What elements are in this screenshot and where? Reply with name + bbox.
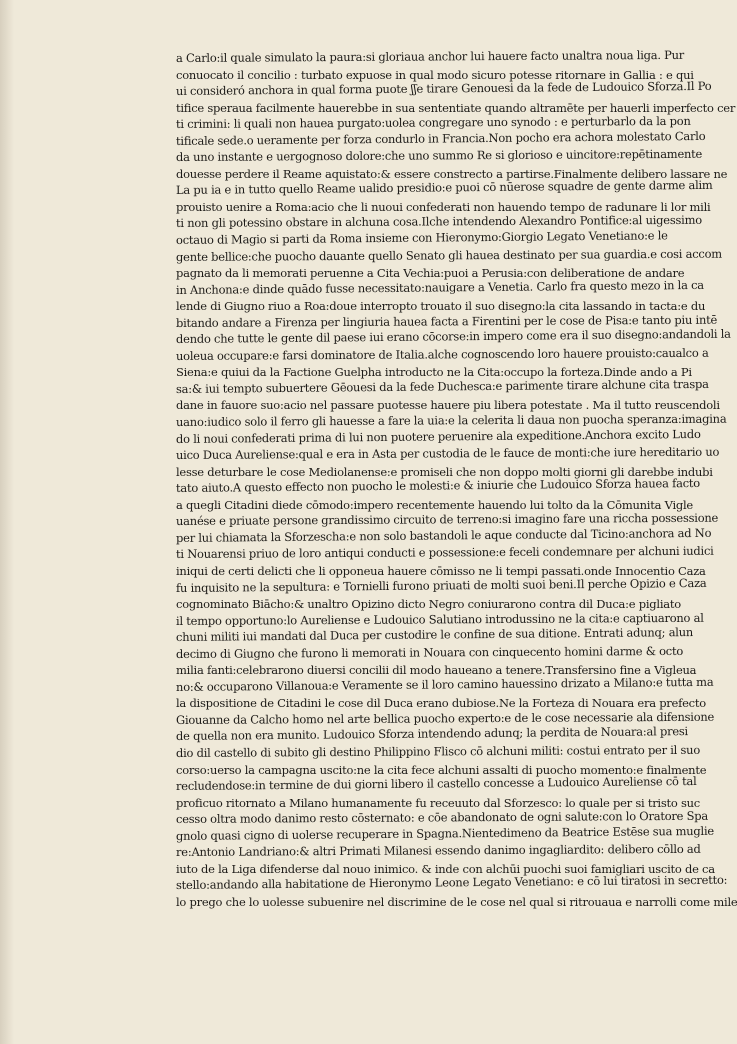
text-line: Siena:e quiui da la Factione Guelpha introducto ne la Cita:occupo la forteza.Dinde ando a Pi [176, 365, 692, 380]
text-line: gente bellice:che puocho dauante quello Senato gli hauea destinato per sua guardia.e cosi accom [175, 246, 722, 264]
text-line: il tempo opportuno:lo Aureliense e Ludouico Salutiano introdussino ne la cita:e captiuarono al [175, 610, 704, 628]
text-line: sa:& iui tempto subuertere Gēouesi da la fede Duchesca:e parimente tirare alchune cita traspa [175, 376, 709, 396]
text-line: proficuo ritornato a Milano humanamente fu receuuto dal Sforzesco: lo quale per si tristo suc [176, 795, 700, 810]
text-line: da uno instante e uergognoso dolore:che uno summo Re si glorioso e uincitore:repētinamente [175, 147, 703, 165]
text-line: in Anchona:e dinde quādo fusse necessitato:nauigare a Venetia. Carlo fra questo mezo in la ca [175, 277, 704, 297]
text-line: ti crimini: li quali non hauea purgato:uolea congregare uno synodo : e perturbarlo da la pon [175, 114, 691, 132]
text-line: douesse perdere il Reame aquistato:& essere constrecto a partirse.Finalmente delibero lassare ne [176, 166, 728, 181]
text-line: cesso oltra modo danimo resto cōsternato: e cōe abandonato de ogni salute:con lo Oratore Spa [175, 808, 708, 827]
text-line: prouisto uenire a Roma:acio che li nuoui confederati non hauendo tempo de radunare li lor mili [176, 199, 711, 214]
text-line: lende di Giugno riuo a Roa:doue interropto trouato il suo disegno:la cita lassando in tacta:e du [176, 299, 706, 314]
text-line: chuni militi iui mandati dal Duca per custodire le confine de sua ditione. Entrati adunq; alun [175, 625, 694, 645]
text-line: pagnato da li memorati peruenne a Cita Vechia:puoi a Perusia:con deliberatione de andare [176, 266, 685, 281]
text-line: no:& occuparono Villanoua:e Veramente se il loro camino hauessino drizato a Milano:e tutta ma [175, 674, 714, 694]
text-line: ti Nouarensi priuo de loro antiqui conducti e possessione:e feceli condemnare per alchuni iudici [175, 544, 714, 562]
text-line: uoleua occupare:e farsi dominatore de Italia.alche cognoscendo loro hauere prouisto:caualco a [175, 345, 709, 363]
text-line: decimo di Giugno che furono li memorati in Nouara con cinquecento homini darme & octo [175, 643, 684, 661]
text-line: la dispositione de Citadini le cose dil Duca erano dubiose.Ne la Forteza di Nouara era prefecto [176, 696, 706, 711]
text-line: uano:iudico solo il ferro gli hauesse a fare la uia:e la celerita li daua non puocha speranza:imagina [175, 411, 727, 430]
text-line: per lui chiamata la Sforzescha:e non solo bastandoli le aque conducte dal Ticino:anchora ad No [175, 525, 712, 545]
text-line: a Carlo:il quale simulato la paura:si gloriaua anchor lui hauere facto unaltra noua liga. Pur [175, 47, 685, 65]
text-column [175, 47, 737, 910]
text-line: stello:andando alla habitatione de Hieronymo Leone Legato Venetiano: e cō lui tiratosi in secretto: [175, 873, 728, 893]
text-line: tato aiuto.A questo effecto non puocho le molesti:e & iniurie che Ludouico Sforza hauea facto [175, 476, 700, 496]
text-line: conuocato il concilio : turbato expuose in qual modo sicuro potesse ritornare in Gallia : e qui [176, 67, 694, 82]
text-line: ui consideró anchora in qual forma puote ʃʃe tirare Genouesi da la fede de Ludouico Sforza.Il Po [175, 78, 712, 99]
text-line: uico Duca Aureliense:qual e era in Asta per custodia de le fauce de monti:che iure hereditario uo [175, 444, 720, 463]
text-line: dane in fauore suo:acio nel passare puotesse hauere piu libera potestate . Ma il tutto reuscendoli [176, 398, 720, 413]
text-line: milia fanti:celebrarono diuersi concilii dil modo haueano a tenere.Transfersino fine a Vigleua [176, 663, 697, 678]
text-line: dendo che tutte le gente dil paese iui erano cōcorse:in impero come era il suo disegno:andandoli la [175, 326, 731, 347]
text-line: La pu ia e in tutto quello Reame ualido presidio:e puoi cō nūerose squadre de gente darme alim [175, 178, 713, 198]
text-line: uanése e priuate persone grandissimo circuito de terreno:si imagino fare una riccha possessione [175, 511, 719, 529]
text-line: octauo di Magio si parti da Roma insieme con Hieronymo:Giorgio Legato Venetiano:e le [175, 228, 668, 248]
text-line: tifice speraua facilmente hauerebbe in sua sententiate quando altramēte per hauerli imperfecto cer [176, 100, 736, 115]
text-line: do li noui confederati prima di lui non puotere peruenire ala expeditione.Anchora excito Ludo [175, 426, 701, 446]
text-line: ti non gli potessino obstare in alchuna cosa.Ilche intendendo Alexandro Pontifice:al uigessimo [175, 213, 702, 231]
text-line: lo prego che lo uolesse subuenire nel discrimine de le cose nel qual si ritrouaua e narrolli come mile [176, 894, 737, 909]
text-line: re:Antonio Landriano:& altri Primati Milanesi essendo danimo ingagliardito: delibero cōllo ad [175, 842, 701, 860]
text-line: tificale sede.o ueramente per forza condurlo in Francia.Non pocho era achora molestato Carlo [175, 128, 706, 148]
text-line: de quella non era munito. Ludouico Sforza intendendo adunq; la perdita de Nouara:al presi [175, 724, 688, 744]
text-line: dio dil castello di subito gli destino Philippino Fliscо cō alchuni militi: costui entrato per il suo [175, 742, 701, 760]
text-line: recludendose:in termine de dui giorni libero il castello concesse a Ludouico Aureliense cō tal [175, 774, 697, 794]
text-line: gnolo quasi cigno di uolerse recuperare in Spagna.Nientedimeno da Beatrice Estēse sua muglie [175, 823, 714, 843]
text-line: lesse deturbare le cose Mediolanense:e promiseli che non doppo molti giorni gli darebbe indubi [176, 464, 713, 479]
text-line: corso:uerso la campagna uscito:ne la cita fece alchuni assalti di puocho momento:e finalmente [176, 762, 707, 777]
text-line: bitando andare a Firenza per lingiuria hauea facta a Firentini per le cose de Pisa:e tanto piu intē [175, 312, 718, 330]
text-line: Giouanne da Calcho homo nel arte bellica puocho experto:e de le cose necessarie ala difensione [175, 709, 715, 727]
text-line: fu inquisito ne la sepultura: e Tornielli furono priuati de molti suoi beni.Il perche Opizio e Caza [175, 575, 707, 595]
text-line: a quegli Citadini diede cōmodo:impero recentemente hauendo lui tolto da la Cōmunita Vigle [176, 497, 693, 512]
text-line: iuto de la Liga difenderse dal nouo inimico. & inde con alchūi puochi suoi famigliari uscito de ca [176, 861, 715, 876]
text-line: cognominato Biācho:& unaltro Opizino dicto Negro coniurarono contra dil Duca:e pigliato [176, 597, 681, 612]
text-line: iniqui de certi delicti che li opponeua hauere cōmisso ne li tempi passati.onde Innocentio Caza [176, 563, 706, 578]
